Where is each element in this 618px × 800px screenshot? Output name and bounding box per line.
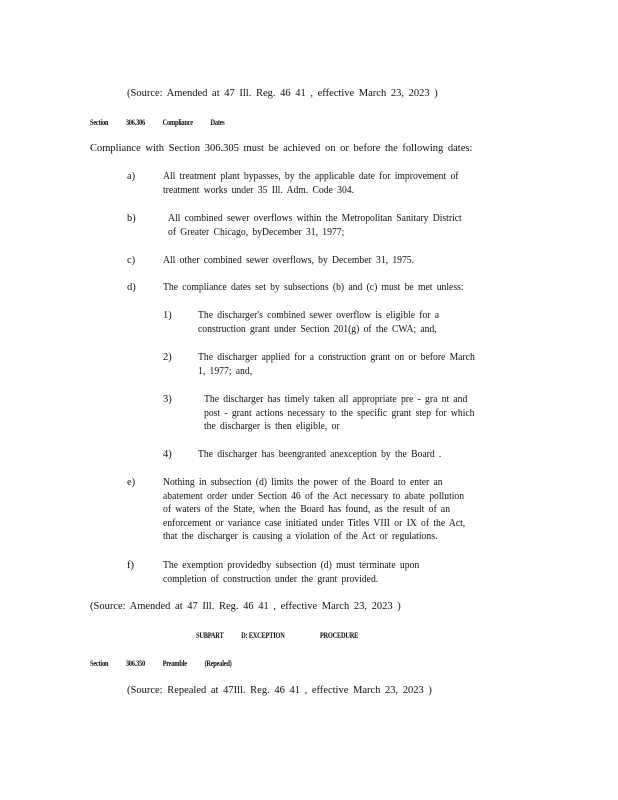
subpart-word: PROCEDURE — [319, 631, 359, 640]
text-line: treatment works under 35 Ill. Adm. Code 304. — [163, 184, 355, 196]
section-label: Section — [90, 659, 109, 668]
section-heading-306-350 — [90, 658, 249, 670]
text-line: The discharger has beengranted anexception by the Board . — [198, 449, 442, 460]
text-line: completion of construction under the grant provided. — [163, 573, 379, 585]
text-line: All treatment plant bypasses, by the applicable date for improvement of — [163, 171, 459, 182]
text-line: The discharger has timely taken all appropriate pre - gra nt and — [204, 394, 468, 405]
item-marker: c) — [127, 255, 136, 266]
text-line: The discharger's combined sewer overflow is eligible for a — [198, 310, 440, 321]
subitem-text — [198, 309, 439, 336]
item-marker: b) — [127, 213, 136, 224]
item-marker: d) — [127, 282, 136, 293]
text-line: All other combined sewer overflows, by December 31, 1975. — [163, 255, 415, 266]
text-line: post - grant actions necessary to the specific grant step for which — [204, 407, 475, 419]
text-line: abatement order under Section 46 of the Act necessary to abate pollution — [163, 490, 465, 502]
source-note-amended: (Source: Amended at 47 Ill. Reg. 46 41 , effective March 23, 2023 ) — [127, 88, 438, 99]
section-title-word: Dates — [210, 118, 225, 127]
text-line: of waters of the State, when the Board has found, as the result of an — [163, 504, 451, 515]
text-line: All combined sewer overflows within the Metropolitan Sanitary District — [168, 213, 462, 224]
item-text — [163, 254, 414, 268]
source-note-amended: (Source: Amended at 47 Ill. Reg. 46 41 , effective March 23, 2023 ) — [90, 601, 401, 612]
text-line: enforcement or variance case initiated under Titles VIII or IX of the Act, — [163, 517, 466, 529]
section-title-word: Preamble — [162, 659, 187, 668]
item-text — [163, 170, 459, 197]
text-line: that the discharger is causing a violation of the Act or regulations. — [163, 531, 438, 542]
section-label: Section — [90, 118, 109, 127]
text-line: the discharger is then eligible, or — [204, 421, 340, 432]
item-text — [168, 212, 462, 239]
subitem-text — [204, 393, 475, 434]
subpart-heading — [196, 630, 376, 642]
subitem-text — [198, 448, 441, 462]
item-marker: e) — [127, 477, 136, 488]
section-number: 306.350 — [125, 659, 145, 668]
section-number: 306.306 — [125, 118, 145, 127]
text-line: construction grant under Section 201(g) of the CWA; and, — [198, 323, 437, 335]
subitem-marker: 3) — [163, 394, 172, 405]
section-heading-306-306 — [90, 117, 242, 129]
item-marker: a) — [127, 171, 136, 182]
source-note-repealed: (Source: Repealed at 47Ill. Reg. 46 41 , effective March 23, 2023 ) — [127, 685, 432, 696]
text-line: The compliance dates set by subsections (b) and (c) must be met unless: — [163, 282, 464, 293]
subpart-word: SUBPART — [196, 631, 224, 640]
subitem-text — [198, 351, 475, 378]
subitem-marker: 2) — [163, 352, 172, 363]
subpart-word: D: EXCEPTION — [241, 631, 285, 640]
text-line: Nothing in subsection (d) limits the power of the Board to enter an — [163, 477, 443, 488]
item-text — [163, 281, 464, 295]
item-text — [163, 476, 465, 544]
text-line: The exemption providedby subsection (d) must terminate upon — [163, 560, 420, 571]
intro-paragraph: Compliance with Section 306.305 must be achieved on or before the following dates: — [90, 143, 473, 154]
subitem-marker: 1) — [163, 310, 172, 321]
text-line: The discharger applied for a construction grant on or before March — [198, 352, 475, 363]
section-title-word: (Repealed) — [204, 659, 232, 668]
text-line: of Greater Chicago, byDecember 31, 1977; — [168, 226, 345, 238]
subitem-marker: 4) — [163, 449, 172, 460]
text-line: 1, 1977; and, — [198, 365, 253, 377]
item-text — [163, 559, 419, 586]
item-marker: f) — [127, 560, 134, 571]
section-title-word: Compliance — [162, 118, 193, 127]
